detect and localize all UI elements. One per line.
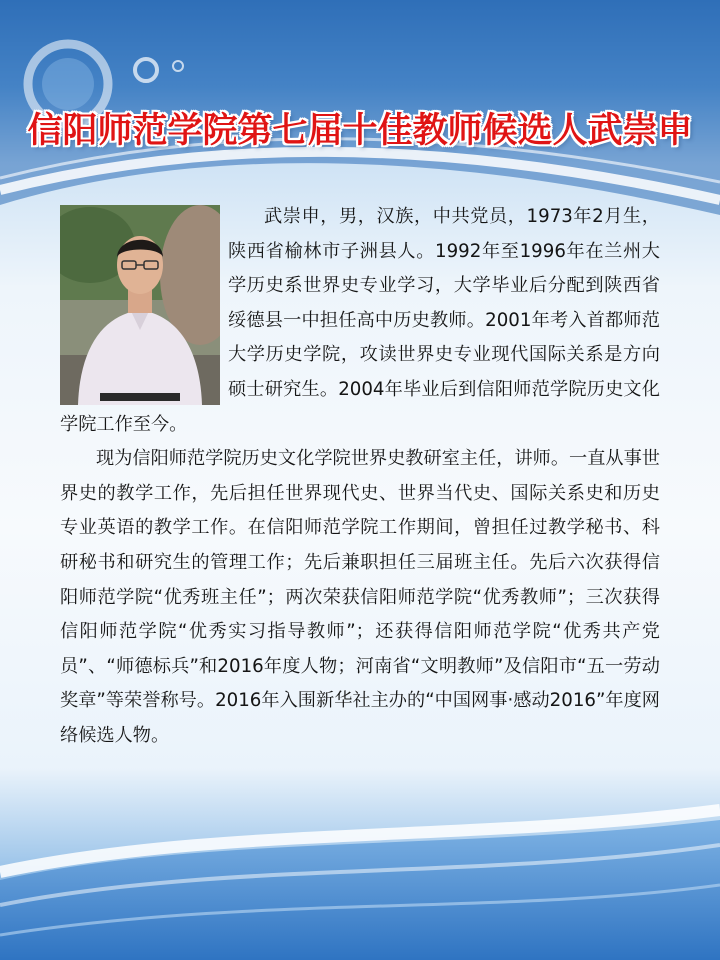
biography-paragraph-1: 武崇申，男，汉族，中共党员，1973年2月生，陕西省榆林市子洲县人。1992年至1996年在兰州大学历史系世界史专业学习，大学毕业后分配到陕西省绥德县一中担任高中历史教师。2001年考入首都师范大学历史学院，攻读世界史专业现代国际关系是方向硕士研究生。2004年毕业后到信阳师范学院历史文化学院工作至今。 xyxy=(60,206,660,435)
page-title: 信阳师范学院第七届十佳教师候选人武崇申 xyxy=(27,111,693,151)
photo-spacer xyxy=(60,200,228,407)
biography-paragraph-2: 现为信阳师范学院历史文化学院世界史教研室主任，讲师。一直从事世界史的教学工作，先后担任世界现代史、世界当代史、国际关系史和历史专业英语的教学工作。在信阳师范学院工作期间，曾担任过教学秘书、科研秘书和研究生的管理工作；先后兼职担任三届班主任。先后六次获得信阳师范学院“优秀班主任”；两次荣获信阳师范学院“优秀教师”；三次获得信阳师范学院“优秀实习指导教师”；还获得信阳师范学院“优秀共产党员”、“师德标兵”和2016年度人物；河南省“文明教师”及信阳市“五一劳动奖章”等荣誉称号。2016年入围新华社主办的“中国网事·感动2016”年度网络候选人物。 xyxy=(60,448,660,746)
biography-text xyxy=(60,200,660,754)
